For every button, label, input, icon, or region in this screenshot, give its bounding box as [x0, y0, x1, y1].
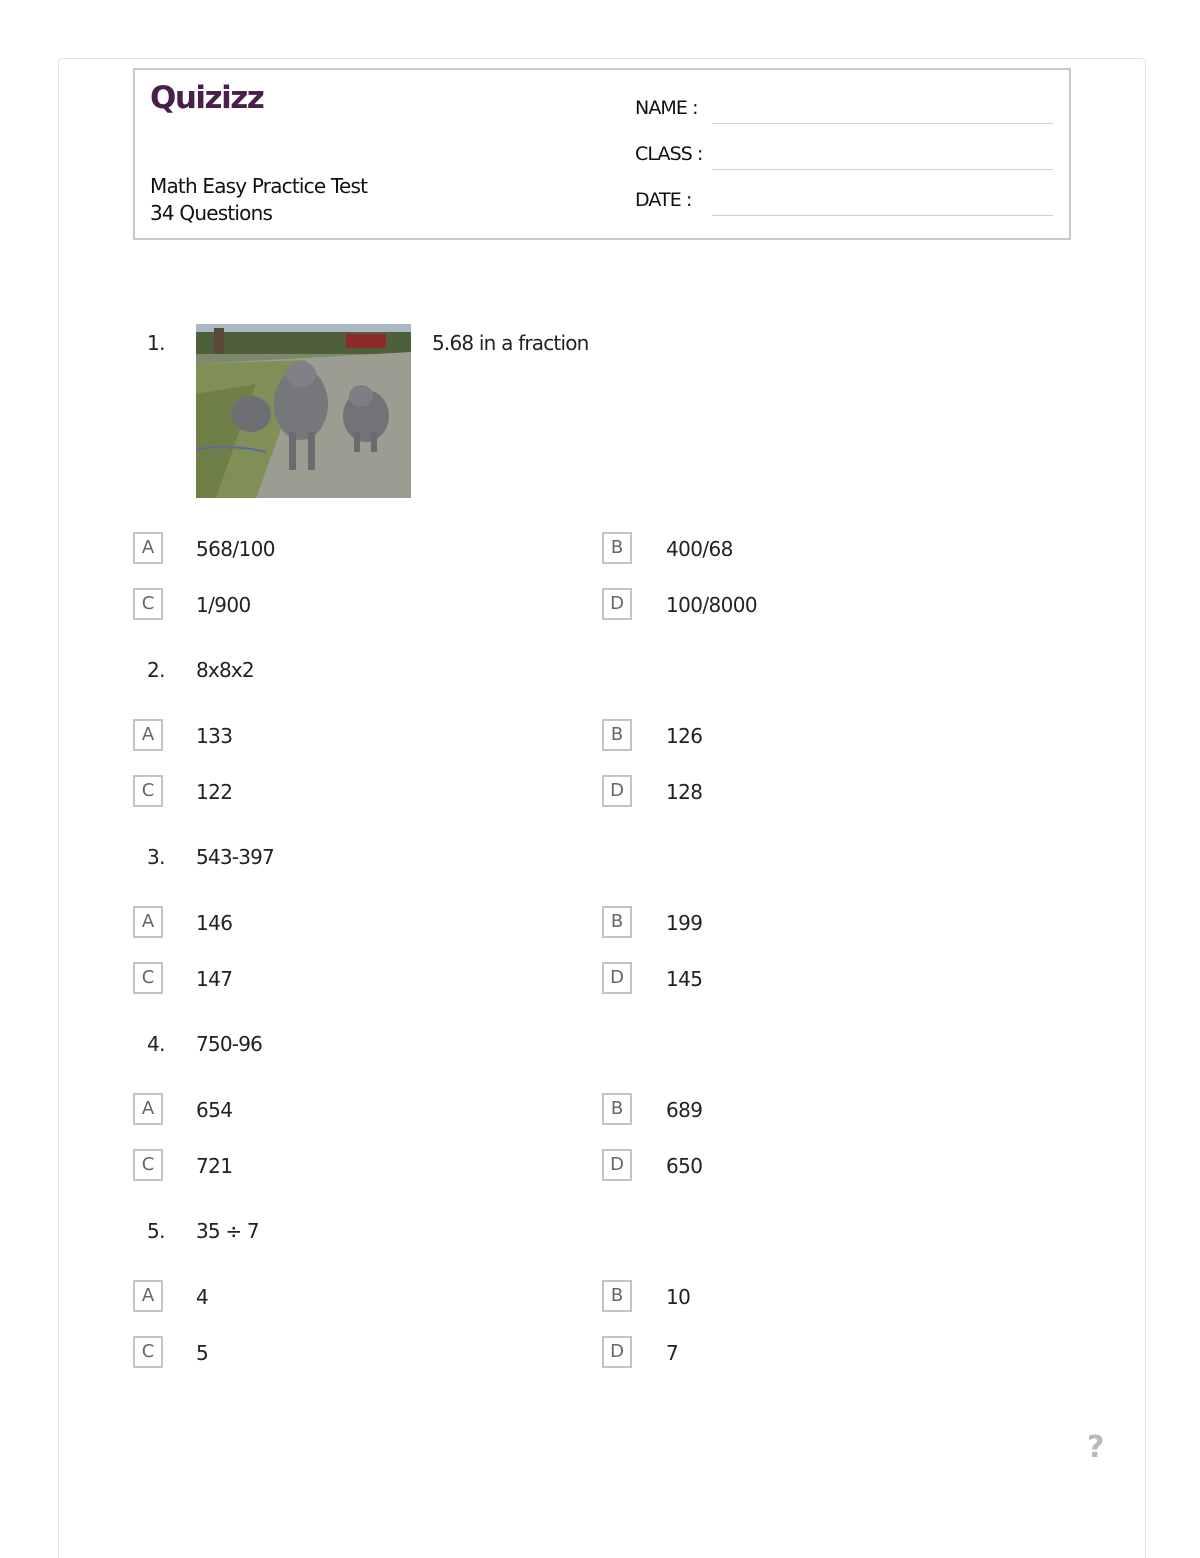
question-number: 2.	[147, 658, 165, 682]
option-b-text: 10	[666, 1285, 691, 1309]
option-b-box[interactable]: B	[602, 719, 632, 751]
name-label: NAME :	[635, 97, 698, 119]
option-c-text: 721	[196, 1154, 233, 1178]
option-a-box[interactable]: A	[133, 906, 163, 938]
date-line	[712, 215, 1053, 216]
class-label: CLASS :	[635, 143, 703, 165]
option-a-text: 568/100	[196, 537, 275, 561]
question-number: 5.	[147, 1219, 165, 1243]
class-field[interactable]	[635, 143, 1055, 173]
option-a-text: 146	[196, 911, 233, 935]
option-d-text: 100/8000	[666, 593, 758, 617]
option-c-box[interactable]: C	[133, 1336, 163, 1368]
option-b-box[interactable]: B	[602, 1280, 632, 1312]
class-line	[712, 169, 1053, 170]
option-c-text: 5	[196, 1341, 209, 1365]
option-c-box[interactable]: C	[133, 775, 163, 807]
name-field[interactable]	[635, 97, 1055, 127]
question-image-puppies	[196, 324, 411, 498]
option-b-box[interactable]: B	[602, 1093, 632, 1125]
question-text: 5.68 in a fraction	[432, 331, 589, 355]
option-a-box[interactable]: A	[133, 1093, 163, 1125]
option-a-box[interactable]: A	[133, 532, 163, 564]
question-text: 35 ÷ 7	[196, 1219, 259, 1243]
name-line	[712, 123, 1053, 124]
option-b-text: 126	[666, 724, 703, 748]
question-number: 1.	[147, 331, 165, 355]
option-c-box[interactable]: C	[133, 962, 163, 994]
option-d-text: 7	[666, 1341, 679, 1365]
option-a-text: 4	[196, 1285, 209, 1309]
option-a-text: 133	[196, 724, 233, 748]
option-d-text: 650	[666, 1154, 703, 1178]
option-b-box[interactable]: B	[602, 532, 632, 564]
question-text: 543-397	[196, 845, 274, 869]
option-b-box[interactable]: B	[602, 906, 632, 938]
option-a-box[interactable]: A	[133, 1280, 163, 1312]
option-a-text: 654	[196, 1098, 233, 1122]
quiz-title: Math Easy Practice Test	[150, 174, 368, 198]
question-number: 4.	[147, 1032, 165, 1056]
option-d-text: 128	[666, 780, 703, 804]
option-b-text: 400/68	[666, 537, 733, 561]
option-c-text: 1/900	[196, 593, 251, 617]
option-c-box[interactable]: C	[133, 1149, 163, 1181]
date-field[interactable]	[635, 189, 1055, 219]
option-c-text: 122	[196, 780, 233, 804]
quizizz-logo: Quizizz	[150, 80, 264, 116]
option-d-box[interactable]: D	[602, 775, 632, 807]
date-label: DATE :	[635, 189, 692, 211]
question-number: 3.	[147, 845, 165, 869]
option-c-text: 147	[196, 967, 233, 991]
question-text: 8x8x2	[196, 658, 254, 682]
option-b-text: 689	[666, 1098, 703, 1122]
option-d-text: 145	[666, 967, 703, 991]
option-d-box[interactable]: D	[602, 588, 632, 620]
option-d-box[interactable]: D	[602, 1149, 632, 1181]
option-a-box[interactable]: A	[133, 719, 163, 751]
option-b-text: 199	[666, 911, 703, 935]
option-c-box[interactable]: C	[133, 588, 163, 620]
question-count: 34 Questions	[150, 201, 273, 225]
option-d-box[interactable]: D	[602, 962, 632, 994]
question-text: 750-96	[196, 1032, 263, 1056]
option-d-box[interactable]: D	[602, 1336, 632, 1368]
worksheet-page	[58, 58, 1146, 1558]
question-mark-icon[interactable]: ?	[1087, 1430, 1105, 1465]
